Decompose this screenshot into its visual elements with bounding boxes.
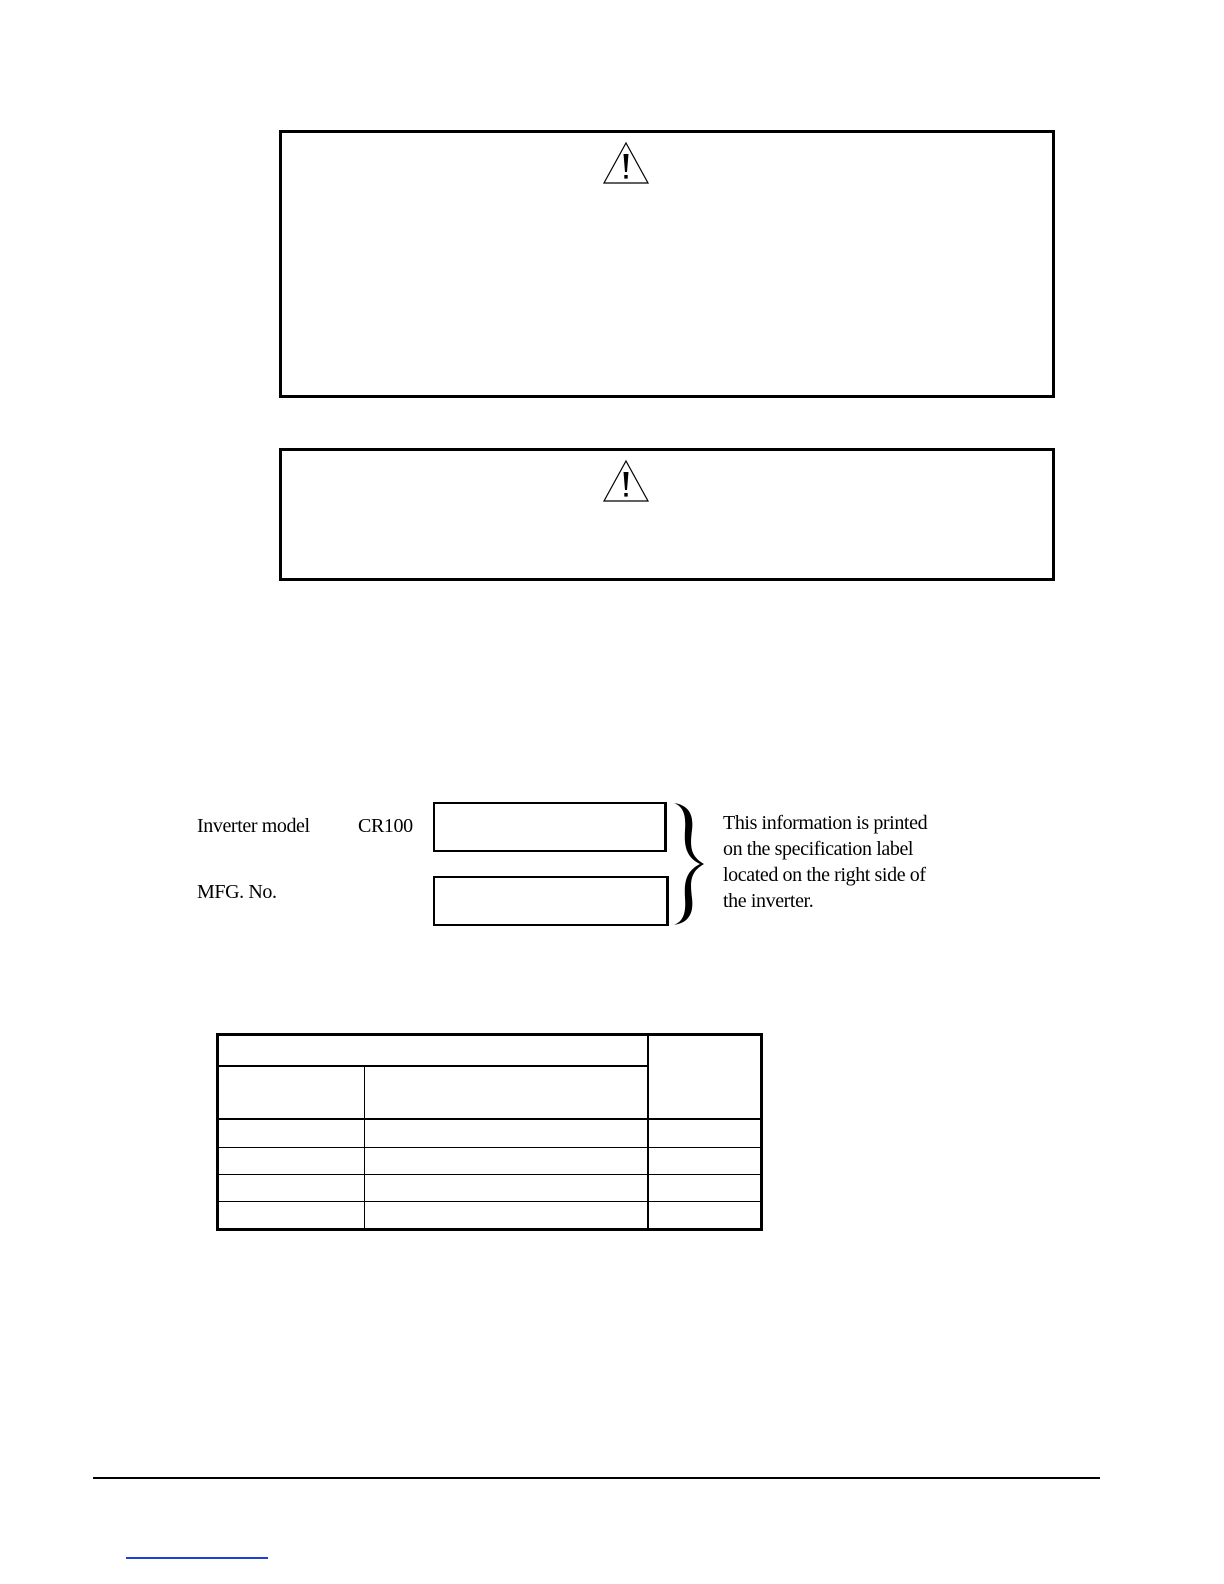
inverter-model-field[interactable] <box>433 802 667 852</box>
table-header-divider <box>219 1065 649 1067</box>
warning-box-1 <box>279 130 1055 398</box>
footer-rule <box>93 1477 1100 1479</box>
table-row <box>219 1174 760 1175</box>
table-row <box>219 1201 760 1202</box>
table-header-bottom <box>219 1118 760 1120</box>
note-line: This information is printed <box>723 812 928 834</box>
note-line: the inverter. <box>723 890 814 912</box>
inverter-model-label: Inverter model <box>197 815 310 837</box>
note-line: located on the right side of <box>723 864 926 886</box>
label-location-note <box>723 810 1023 914</box>
model-prefix: CR100 <box>358 815 413 837</box>
table-row <box>219 1147 760 1148</box>
footer-link-underline[interactable] <box>126 1557 268 1559</box>
right-brace-icon <box>670 800 714 928</box>
warning-box-2 <box>279 448 1055 581</box>
warning-triangle-icon <box>602 459 650 503</box>
revision-table <box>216 1033 763 1231</box>
warning-triangle-icon <box>602 141 650 185</box>
mfg-no-label: MFG. No. <box>197 881 277 903</box>
mfg-no-field[interactable] <box>433 876 669 926</box>
note-line: on the specification label <box>723 838 914 860</box>
